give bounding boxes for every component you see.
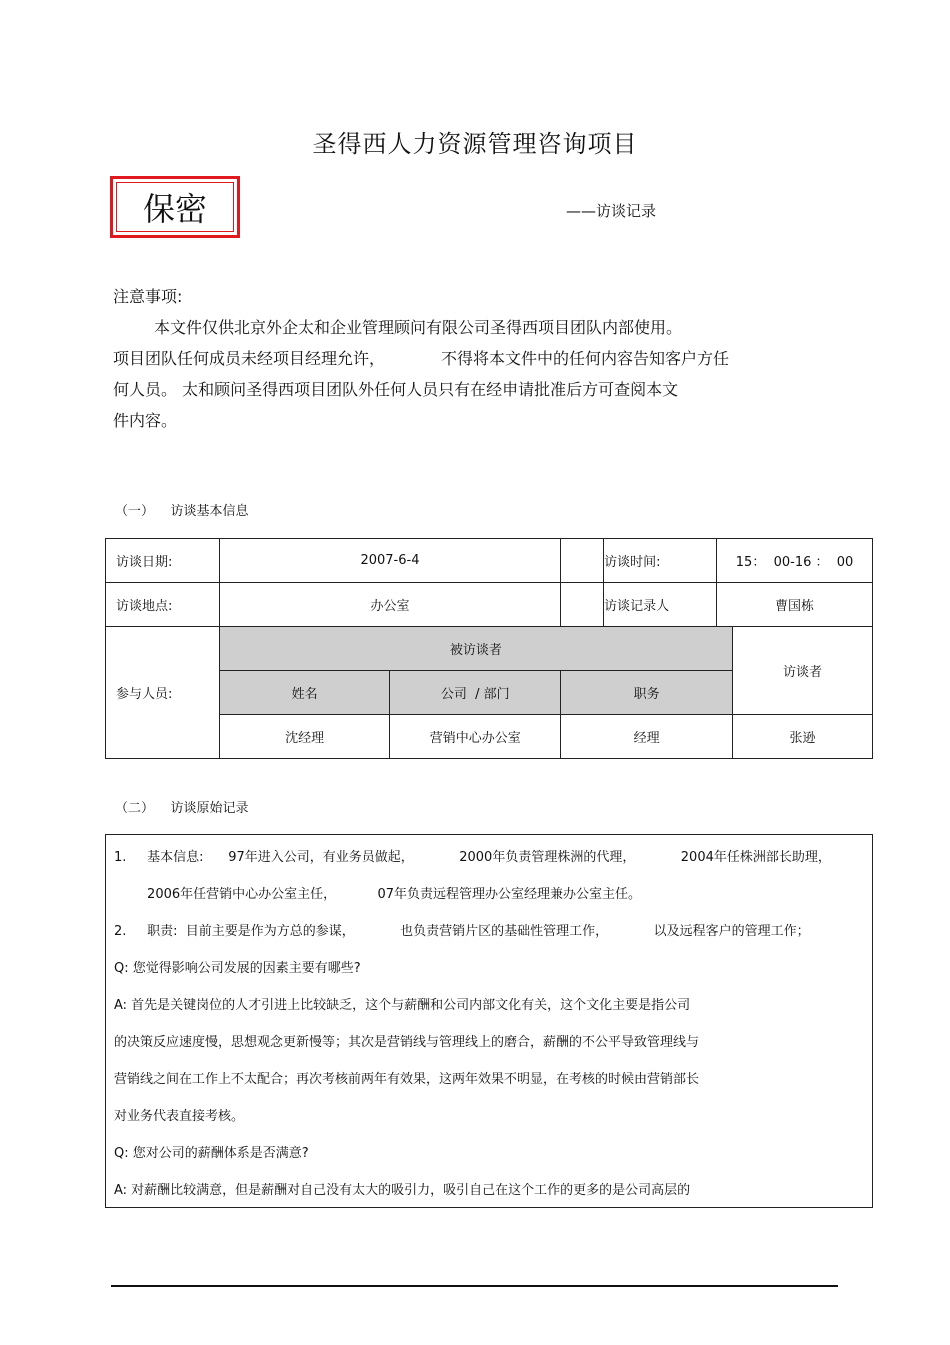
section-heading-raw-record: （二） 访谈原始记录 [115,801,249,816]
interview-time: 15： 00-16 ： 00 [735,555,854,570]
interview-info-table [105,538,873,759]
interviewer-name: 张逊 [733,715,873,759]
notice-line: 何人员。 太和顾问圣得西项目团队外任何人员只有在经申请批准后方可查阅本文 [113,380,679,399]
record-line: A: 对薪酬比较满意，但是薪酬对自己没有太大的吸引力，吸引自己在这个工作的更多的是公司高层的 [114,1183,691,1198]
notice-line: 件内容。 [113,411,178,430]
footer-divider [111,1285,838,1287]
record-line: 对业务代表直接考核。 [114,1109,245,1124]
interviewee-name: 沈经理 [219,715,390,759]
interviewee-dept: 营销中心办公室 [390,715,561,759]
stamp-text: 保密 [116,182,234,232]
record-line: 1. 基本信息: 97年进入公司，有业务员做起， 2000年负责管理株洲的代理， 2004年任株洲部长助理， [114,850,831,865]
record-line: 2006年任营销中心办公室主任， 07年负责远程管理办公室经理兼办公室主任。 [114,887,642,902]
recorder-name: 曹国栋 [775,599,815,614]
record-line: 2. 职责: 目前主要是作为方总的参谋， 也负责营销片区的基础性管理工作， 以及远程客户的管理工作； [114,924,810,939]
notice-heading: 注意事项: [113,287,183,306]
time-label: 访谈时间: [604,539,717,582]
participants-label: 参与人员: [106,627,220,759]
interview-date: 2007-6-4 [219,539,560,583]
time-label-cell [561,539,604,583]
interviewer-header: 访谈者 [733,627,873,715]
record-line: Q: 您对公司的薪酬体系是否满意? [114,1146,309,1161]
col-dept-header: 公司 / 部门 [390,671,561,715]
confidential-stamp [110,176,240,238]
recorder-label-cell [561,583,604,627]
record-line: 的决策反应速度慢，思想观念更新慢等；其次是营销线与管理线上的磨合，薪酬的不公平导致管理线与 [114,1035,700,1050]
recorder-cell [604,583,873,627]
document-subtitle: ——访谈记录 [566,202,657,220]
recorder-label: 访谈记录人 [604,583,717,626]
section-heading-basic-info: （一） 访谈基本信息 [115,504,249,519]
interviewee-position: 经理 [561,715,733,759]
place-label: 访谈地点: [106,583,220,627]
time-cell [604,539,873,583]
notice-line: 本文件仅供北京外企太和企业管理顾问有限公司圣得西项目团队内部使用。 [154,318,683,337]
record-line: 营销线之间在工作上不太配合；再次考核前两年有效果，这两年效果不明显，在考核的时候由营销部长 [114,1072,700,1087]
interviewee-header: 被访谈者 [219,627,732,671]
date-label: 访谈日期: [106,539,220,583]
notice-line: 项目团队任何成员未经项目经理允许， 不得将本文件中的任何内容告知客户方任 [113,349,729,368]
document-title: 圣得西人力资源管理咨询项目 [312,130,638,158]
col-title-header: 职务 [561,671,733,715]
col-name-header: 姓名 [219,671,390,715]
record-line: A: 首先是关键岗位的人才引进上比较缺乏，这个与薪酬和公司内部文化有关，这个文化主要是指公司 [114,998,691,1013]
interview-place: 办公室 [219,583,560,627]
record-line: Q: 您觉得影响公司发展的因素主要有哪些? [114,961,361,976]
interview-record-box [105,834,873,1208]
